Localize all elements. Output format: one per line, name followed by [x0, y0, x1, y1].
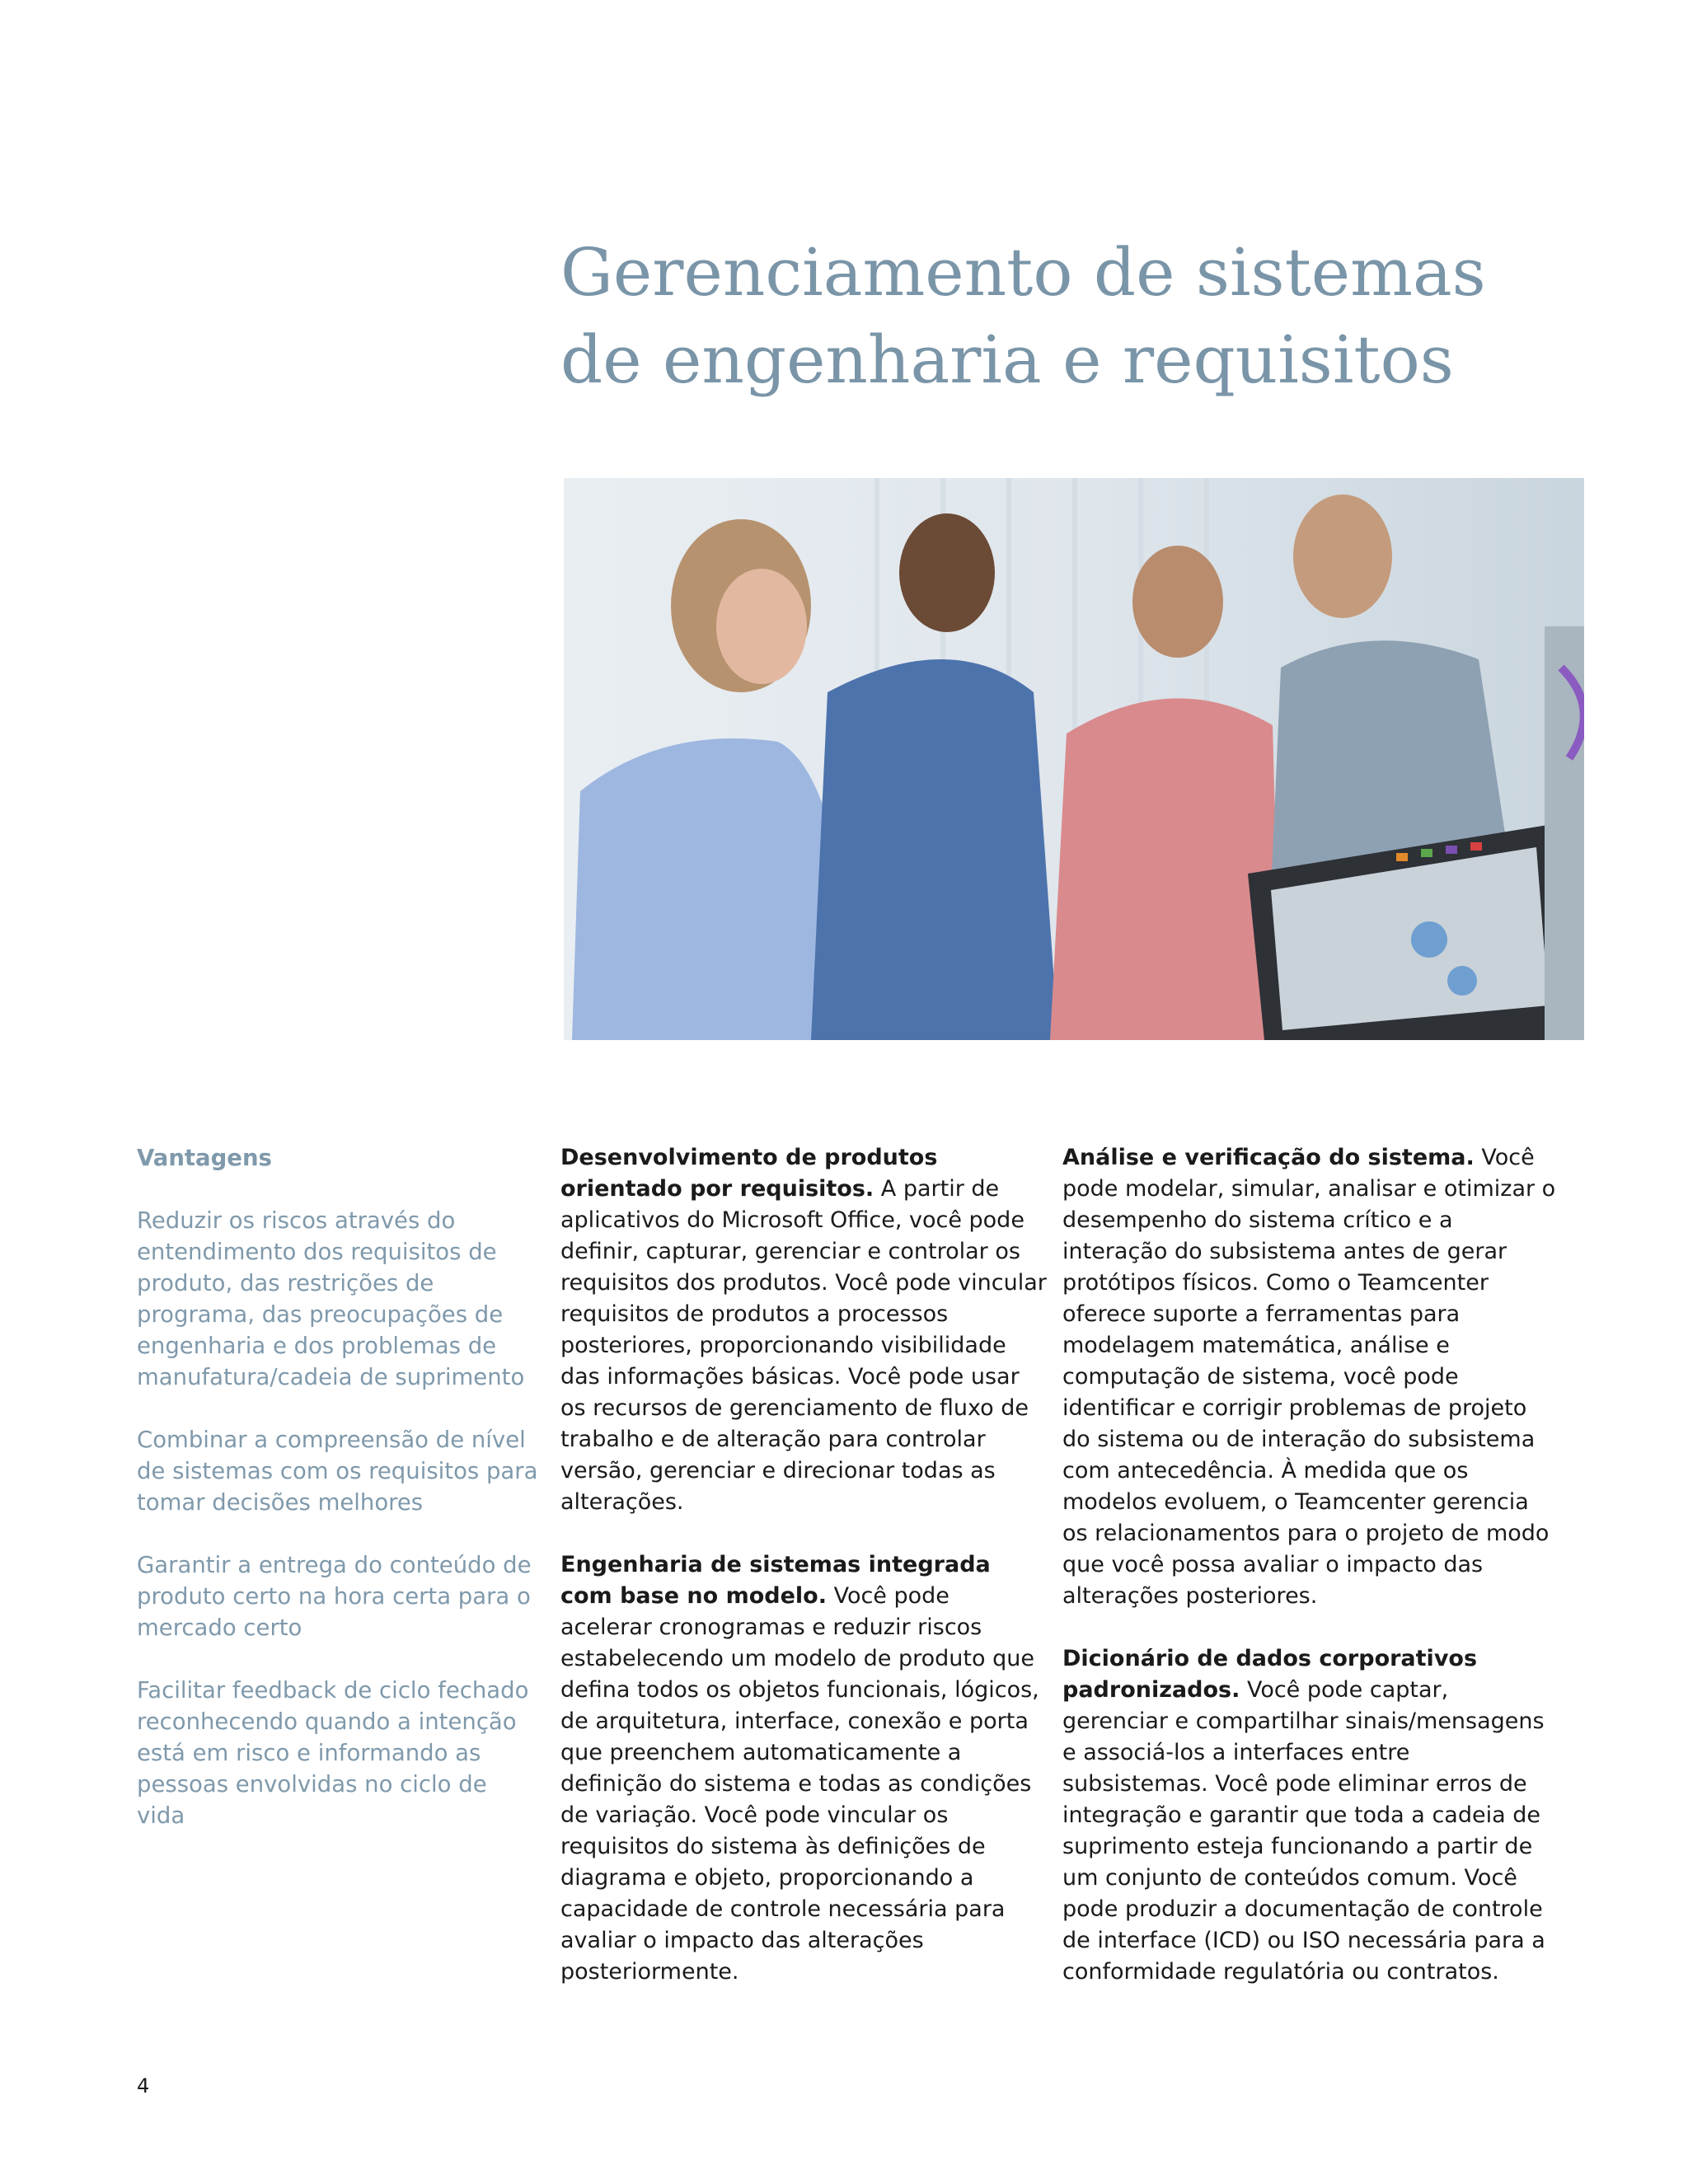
section-paragraph — [1062, 1643, 1557, 1988]
title-line-1: Gerenciamento de sistemas — [560, 234, 1486, 311]
section-paragraph — [560, 1549, 1047, 1988]
page-title — [560, 229, 1632, 404]
advantage-item: Garantir a entrega do conteúdo de produto certo na hora certa para o mercado certo — [137, 1552, 532, 1641]
page-number: 4 — [137, 2074, 150, 2097]
advantages-heading: Vantagens — [137, 1145, 272, 1171]
section-body: A partir de aplicativos do Microsoft Office, você pode definir, capturar, gerenciar e controlar os requisitos dos produtos. Você pode vincular requisitos de produtos a processos posteriores, proporcionando visibilidade das informações básicas. Você pode usar os recursos de gerenciamento de fluxo de trabalho e de alteração para controlar versão, gerenciar e direcionar todas as alterações. — [560, 1176, 1047, 1515]
advantage-item: Combinar a compreensão de nível de sistemas com os requisitos para tomar decisões melhores — [137, 1427, 538, 1516]
section-body: Você pode acelerar cronogramas e reduzir riscos estabelecendo um modelo de produto que defina todos os objetos funcionais, lógicos, de arquitetura, interface, conexão e porta que preenchem automaticamente a definição do sistema e todas as condições de variação. Você pode vincular os requisitos do sistema às definições de diagrama e objeto, proporcionando a capacidade de controle necessária para avaliar o impacto das alterações posteriormente. — [560, 1583, 1039, 1985]
section-paragraph — [560, 1142, 1047, 1518]
body-column-2 — [1062, 1142, 1557, 2019]
section-paragraph — [1062, 1142, 1557, 1612]
body-column-1 — [560, 1142, 1047, 2019]
section-heading: Análise e verificação do sistema. — [1062, 1145, 1475, 1170]
section-heading: Dicionário de dados corporativos padronizados. — [1062, 1646, 1478, 1703]
section-heading: Engenharia de sistemas integrada com base no modelo. — [560, 1552, 991, 1609]
advantage-item: Reduzir os riscos através do entendimento dos requisitos de produto, das restrições de programa, das preocupações de engenharia e dos problemas de manufatura/cadeia de suprimento — [137, 1207, 525, 1390]
section-body: Você pode modelar, simular, analisar e otimizar o desempenho do sistema crítico e a interação do subsistema antes de gerar protótipos físicos. Como o Teamcenter oferece suporte a ferramentas para modelagem matemática, análise e computação de sistema, você pode identificar e corrigir problemas de projeto do sistema ou de interação do subsistema com antecedência. À medida que os modelos evoluem, o Teamcenter gerencia os relacionamentos para o projeto de modo que você possa avaliar o impacto das alterações posteriores. — [1062, 1145, 1556, 1609]
advantage-item: Facilitar feedback de ciclo fechado reconhecendo quando a intenção está em risco e informando as pessoas envolvidas no ciclo de vida — [137, 1677, 529, 1829]
team-meeting-photo — [564, 478, 1584, 1040]
advantages-sidebar — [137, 1142, 541, 1863]
section-heading: Desenvolvimento de produtos orientado por requisitos. — [560, 1145, 938, 1202]
section-body: Você pode captar, gerenciar e compartilhar sinais/mensagens e associá-los a interfaces entre subsistemas. Você pode eliminar erros de integração e garantir que toda a cadeia de suprimento esteja funcionando a partir de um conjunto de conteúdos comum. Você pode produzir a documentação de controle de interface (ICD) ou ISO necessária para a conformidade regulatória ou contratos. — [1062, 1677, 1545, 1985]
title-line-2: de engenharia e requisitos — [560, 321, 1454, 398]
